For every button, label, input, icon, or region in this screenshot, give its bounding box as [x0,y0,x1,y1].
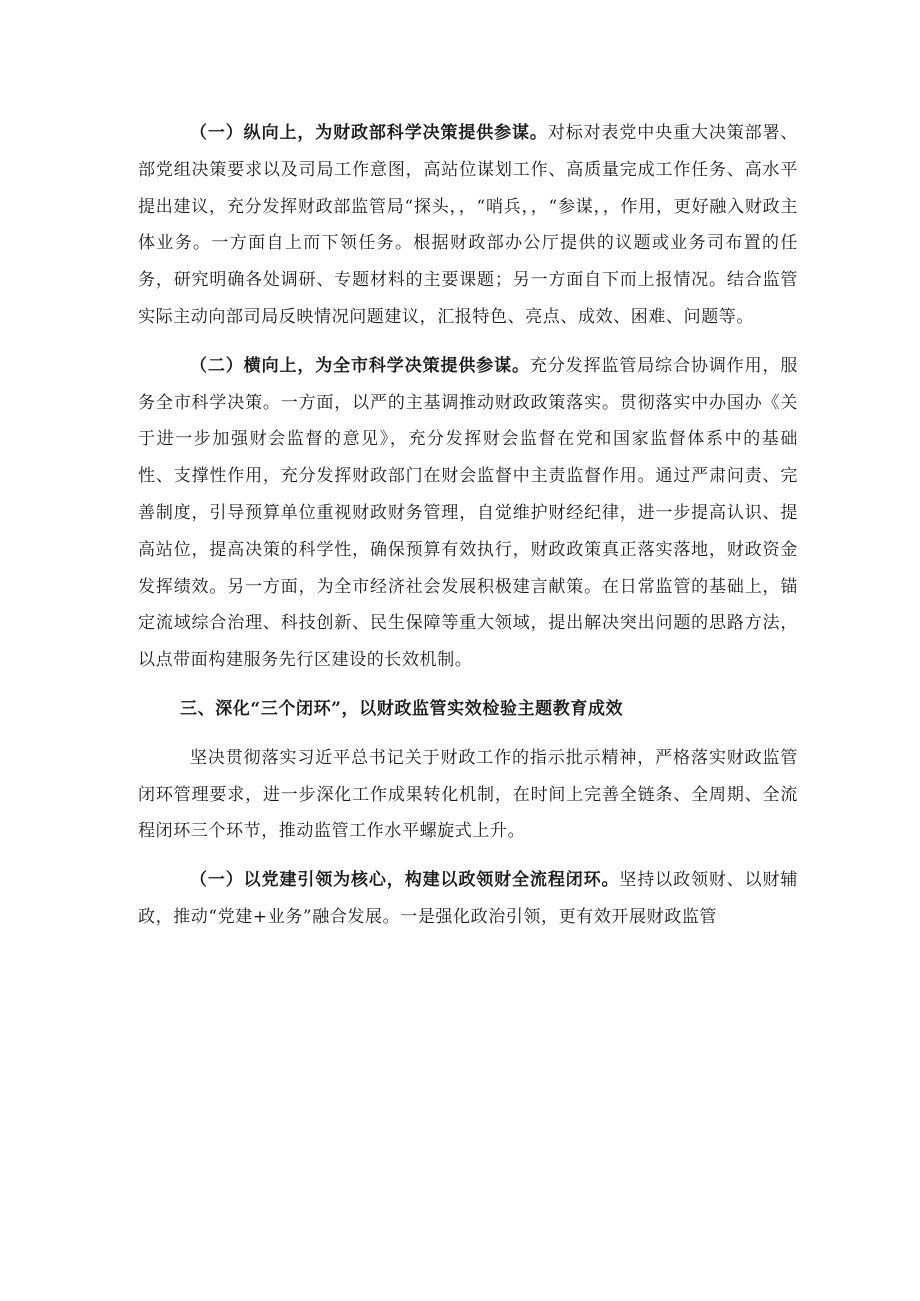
paragraph-lead: （二）横向上，为全市科学决策提供参谋。 [190,355,530,376]
document-page [138,115,798,948]
paragraph-section-intro: 坚决贯彻落实习近平总书记关于财政工作的指示批示精神，严格落实财政监管闭环管理要求，进一步深化工作成果转化机制，在时间上完善全链条、全周期、全流程闭环三个环节，推动监管工作水平螺旋式上升。 [138,747,798,842]
paragraph-horizontal-advice [138,348,798,679]
paragraph-lead: （一）纵向上，为财政部科学决策提供参谋。 [190,123,548,143]
paragraph-party-building [138,862,798,936]
paragraph-vertical-advice [138,115,798,336]
paragraph-lead: （一）以党建引领为核心，构建以政领财全流程闭环。 [190,870,620,891]
section-heading: 三、深化“三个闭环”，以财政监管实效检验主题教育成效 [180,698,624,719]
paragraph-body: 充分发挥监管局综合协调作用，服务全市科学决策。一方面，以严的主基调推动财政政策落实。贯彻落实中办国办《关于进一步加强财会监督的意见》，充分发挥财会监督在党和国家监督体系中的基础性、支撑性作用，充分发挥财政部门在财会监督中主责监督作用。通过严肃问责、完善制度，引导预算单位重视财政财务管理，自觉维护财经纪律，进一步提高认识、提高站位，提高决策的科学性，确保预算有效执行，财政政策真正落实落地，财政资金发挥绩效。另一方面，为全市经济社会发展积极建言献策。在日常监管的基础上，锚定流域综合治理、科技创新、民生保障等重大领域，提出解决突出问题的思路方法，以点带面构建服务先行区建设的长效机制。 [138,355,799,671]
paragraph-body: 对标对表党中央重大决策部署、部党组决策要求以及司局工作意图，高站位谋划工作、高质量完成工作任务、高水平提出建议，充分发挥财政部监管局“探头，，“哨兵，，“参谋，，作用，更好融入财政主体业务。一方面自上而下领任务。根据财政部办公厅提供的议题或业务司布置的任务，研究明确各处调研、专题材料的主要课题；另一方面自下而上报情况。结合监管实际主动向部司局反映情况问题建议，汇报特色、亮点、成效、困难、问题等。 [138,123,799,327]
paragraph-body: 坚持以政领财、以财辅政，推动“党建+业务”融合发展。一是强化政治引领，更有效开展财政监管 [138,870,799,927]
